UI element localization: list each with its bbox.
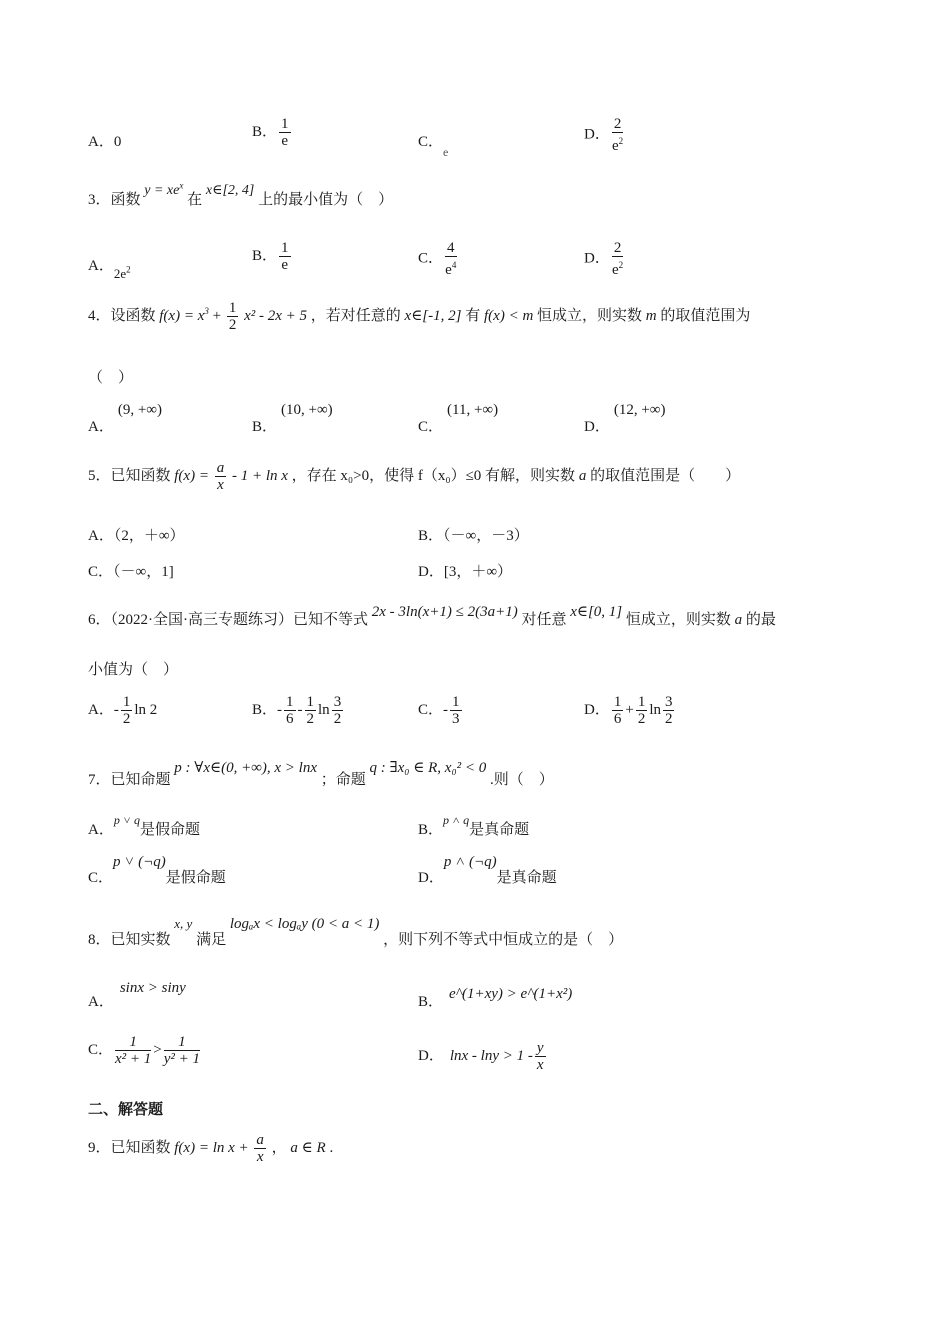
q5-option-d: D．[3，＋∞） <box>418 564 513 580</box>
q4-paren: （ ） <box>88 370 134 386</box>
q8-option-c: C． $\frac{1}{\text{x² + 1}}$ > $\frac{1}{\text{y² + 1}}$ <box>88 1034 201 1067</box>
q4-option-a: A．(9, +∞) <box>88 402 162 435</box>
q5-option-a: A．（2，＋∞） <box>88 528 185 544</box>
q3-option-d: D． $\frac{2}{e^2}$ <box>584 240 624 278</box>
q2-option-b: B． $\frac{1}{e}$ <box>252 116 289 149</box>
q6-stem-line2: 小值为（ ） <box>88 662 179 678</box>
q6-option-b: B．- $\frac{1}{6}$ - $\frac{1}{2}$ ln $\frac{3}{2}$ <box>252 694 342 727</box>
q4-option-b: B．(10, +∞) <box>252 402 333 435</box>
q5-option-c: C．（－∞，1] <box>88 564 174 580</box>
q4-option-d: D．(12, +∞) <box>584 402 666 435</box>
q8-stem: 8．已知实数 x, y 满足 logₐx < logₐy (0 < a < 1) ，则下列不等式中恒成立的是（ ） <box>88 916 624 948</box>
q7-option-c: C．p ˅ (¬q)是假命题 <box>88 854 226 886</box>
q5-option-b: B．（－∞，－3） <box>418 528 529 544</box>
q7-option-b: B．$^{p ˄ q}$是真命题 <box>418 813 530 838</box>
q3-stem: 3．函数 $y = xe^x$ 在 x∈[2, 4] 上的最小值为（ ） <box>88 180 394 208</box>
q8-option-d: D． lnx - lny > 1 - $\frac{y}{x}$ <box>418 1040 544 1073</box>
q5-stem: 5．已知函数 f(x) = $\frac{a}{x}$ - 1 + ln x ，存在 x₀>0，使得 f（x₀）≤0 有解，则实数 a 的取值范围是（ ） <box>88 460 741 493</box>
q9-stem: 9．已知函数 f(x) = ln x + $\frac{a}{x}$ ， a ∈ R . <box>88 1132 334 1165</box>
q3-option-b: B． $\frac{1}{e}$ <box>252 240 289 273</box>
q8-option-a: A．sinx > siny <box>88 980 186 1010</box>
q7-option-d: D．p ˄ (¬q)是真命题 <box>418 854 557 886</box>
q7-option-a: A．$^{p ˅ q}$是假命题 <box>88 813 200 838</box>
q4-stem: 4．设函数 $f(x) = x^3$ + $\frac{1}{2}$ x² - 2x + 5 ，若对任意的 x∈[-1, 2] 有 f(x) < m 恒成立，则实数 m 的取值范围为 <box>88 300 751 333</box>
q2-option-d: D． $\frac{2}{e^2}$ <box>584 116 624 154</box>
q7-stem: 7．已知命题 p : ∀x∈(0, +∞), x > lnx ；命题 q : ∃x₀ ∈ R, x₀² < 0 .则（ ） <box>88 760 554 788</box>
q8-option-b: B． e^(1+xy) > e^(1+x²) <box>418 986 573 1010</box>
q4-function: $f(x) = x^3$ <box>159 305 209 324</box>
q6-option-a: A．- $\frac{1}{2}$ ln 2 <box>88 694 158 727</box>
q6-stem: 6．（2022·全国·高三专题练习）已知不等式 2x - 3ln(x+1) ≤ 2(3a+1) 对任意 x∈[0, 1] 恒成立，则实数 a 的最 <box>88 604 776 628</box>
q2-option-c: C．$_e$ <box>418 134 449 159</box>
section-heading: 二、解答题 <box>88 1102 164 1118</box>
q3-option-a: A．$2e^2$ <box>88 258 131 281</box>
q4-option-c: C．(11, +∞) <box>418 402 499 435</box>
q6-option-d: D． $\frac{1}{6}$ + $\frac{1}{2}$ ln $\frac{3}{2}$ <box>584 694 673 727</box>
q2-option-a: A．0 <box>88 134 122 150</box>
q6-option-c: C．- $\frac{1}{3}$ <box>418 694 460 727</box>
q3-option-c: C． $\frac{4}{e^4}$ <box>418 240 457 278</box>
